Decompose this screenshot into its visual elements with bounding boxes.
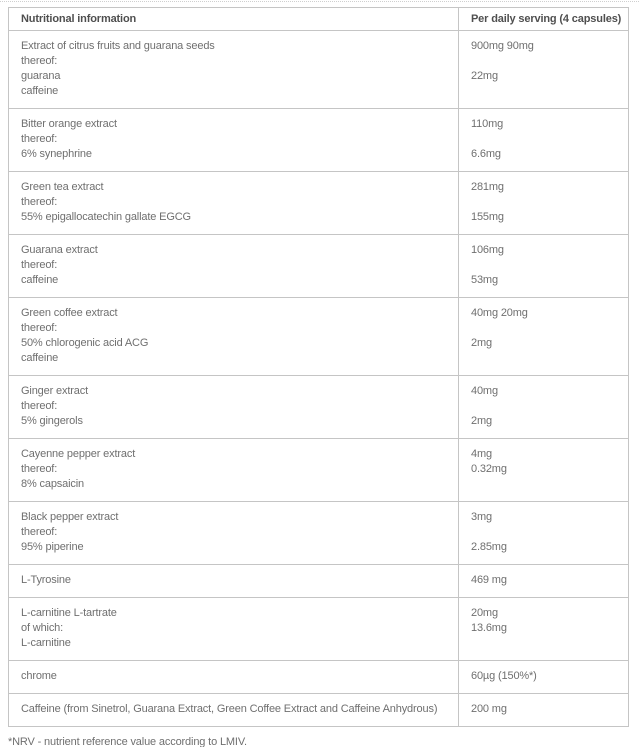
table-row: [9, 109, 629, 172]
ingredient-line: 50% chlorogenic acid ACG: [21, 337, 149, 349]
ingredient-line: 55% epigallocatechin gallate EGCG: [21, 211, 191, 223]
ingredient-cell: [9, 376, 459, 439]
amount-line: 40mg: [471, 385, 498, 397]
table-row: [9, 661, 629, 694]
table-header-row: [9, 8, 629, 31]
amount-line: [471, 525, 616, 540]
amount-line: 60µg (150%*): [471, 670, 537, 682]
nutrition-table: [8, 7, 629, 727]
ingredient-line: guarana: [21, 70, 61, 82]
amount-line: 22mg: [471, 70, 498, 82]
ingredient-line: L-Tyrosine: [21, 574, 71, 586]
amount-line: 2mg: [471, 415, 492, 427]
amount-cell: [459, 109, 629, 172]
ingredient-line: thereof:: [21, 526, 58, 538]
amount-line: 13.6mg: [471, 622, 507, 634]
ingredient-cell: [9, 235, 459, 298]
amount-cell: [459, 598, 629, 661]
table-row: [9, 298, 629, 376]
table-row: [9, 502, 629, 565]
ingredient-line: thereof:: [21, 55, 58, 67]
ingredient-line: thereof:: [21, 196, 58, 208]
amount-line: [471, 636, 616, 651]
col-header-per-daily-serving: Per daily serving (4 capsules): [459, 8, 629, 31]
amount-line: 2.85mg: [471, 541, 507, 553]
ingredient-line: thereof:: [21, 259, 58, 271]
ingredient-cell: [9, 565, 459, 598]
table-row: [9, 598, 629, 661]
amount-line: 6.6mg: [471, 148, 501, 160]
amount-line: [471, 195, 616, 210]
amount-line: 900mg 90mg: [471, 40, 534, 52]
amount-cell: [459, 376, 629, 439]
table-row: [9, 376, 629, 439]
amount-line: 3mg: [471, 511, 492, 523]
ingredient-cell: [9, 109, 459, 172]
table-row: [9, 694, 629, 727]
amount-line: 40mg 20mg: [471, 307, 528, 319]
amount-line: 106mg: [471, 244, 504, 256]
nutrition-table-body: [9, 31, 629, 727]
amount-line: [471, 258, 616, 273]
amount-cell: [459, 172, 629, 235]
ingredient-line: Bitter orange extract: [21, 118, 117, 130]
amount-line: 110mg: [471, 118, 504, 130]
amount-cell: [459, 565, 629, 598]
ingredient-line: L-carnitine: [21, 637, 71, 649]
top-divider: [0, 1, 639, 2]
nrv-footnote: *NRV - nutrient reference value according to LMIV.: [8, 736, 247, 747]
amount-cell: [459, 298, 629, 376]
ingredient-line: thereof:: [21, 400, 58, 412]
amount-line: [471, 399, 616, 414]
amount-cell: [459, 235, 629, 298]
ingredient-line: Caffeine (from Sinetrol, Guarana Extract, Green Coffee Extract and Caffeine Anhydrous): [21, 703, 438, 715]
amount-line: 20mg: [471, 607, 498, 619]
ingredient-cell: [9, 598, 459, 661]
ingredient-cell: [9, 298, 459, 376]
amount-line: [471, 54, 616, 69]
ingredient-line: L-carnitine L-tartrate: [21, 607, 117, 619]
amount-cell: [459, 439, 629, 502]
ingredient-line: Guarana extract: [21, 244, 98, 256]
ingredient-line: of which:: [21, 622, 64, 634]
table-row: [9, 31, 629, 109]
ingredient-line: Green tea extract: [21, 181, 104, 193]
ingredient-line: 5% gingerols: [21, 415, 83, 427]
ingredient-line: Green coffee extract: [21, 307, 118, 319]
table-row: [9, 172, 629, 235]
amount-line: 281mg: [471, 181, 504, 193]
col-header-nutritional-information: Nutritional information: [9, 8, 459, 31]
amount-line: [471, 84, 616, 99]
amount-line: 2mg: [471, 337, 492, 349]
ingredient-line: thereof:: [21, 133, 58, 145]
amount-line: 200 mg: [471, 703, 507, 715]
amount-cell: [459, 661, 629, 694]
ingredient-line: caffeine: [21, 274, 59, 286]
amount-cell: [459, 694, 629, 727]
ingredient-line: Black pepper extract: [21, 511, 119, 523]
amount-cell: [459, 31, 629, 109]
amount-cell: [459, 502, 629, 565]
ingredient-line: Cayenne pepper extract: [21, 448, 136, 460]
amount-line: [471, 477, 616, 492]
ingredient-cell: [9, 439, 459, 502]
table-row: [9, 565, 629, 598]
amount-line: [471, 321, 616, 336]
ingredient-line: 8% capsaicin: [21, 478, 85, 490]
ingredient-cell: [9, 661, 459, 694]
table-row: [9, 439, 629, 502]
amount-line: [471, 351, 616, 366]
ingredient-line: Ginger extract: [21, 385, 88, 397]
ingredient-line: thereof:: [21, 463, 58, 475]
amount-line: 0.32mg: [471, 463, 507, 475]
amount-line: 469 mg: [471, 574, 507, 586]
amount-line: 155mg: [471, 211, 504, 223]
amount-line: 53mg: [471, 274, 498, 286]
ingredient-cell: [9, 694, 459, 727]
amount-line: [471, 132, 616, 147]
ingredient-cell: [9, 502, 459, 565]
ingredient-line: 6% synephrine: [21, 148, 92, 160]
ingredient-cell: [9, 172, 459, 235]
ingredient-line: thereof:: [21, 322, 58, 334]
amount-line: 4mg: [471, 448, 492, 460]
ingredient-cell: [9, 31, 459, 109]
ingredient-line: Extract of citrus fruits and guarana seeds: [21, 40, 215, 52]
ingredient-line: 95% piperine: [21, 541, 84, 553]
ingredient-line: caffeine: [21, 85, 59, 97]
table-row: [9, 235, 629, 298]
ingredient-line: caffeine: [21, 352, 59, 364]
ingredient-line: chrome: [21, 670, 57, 682]
